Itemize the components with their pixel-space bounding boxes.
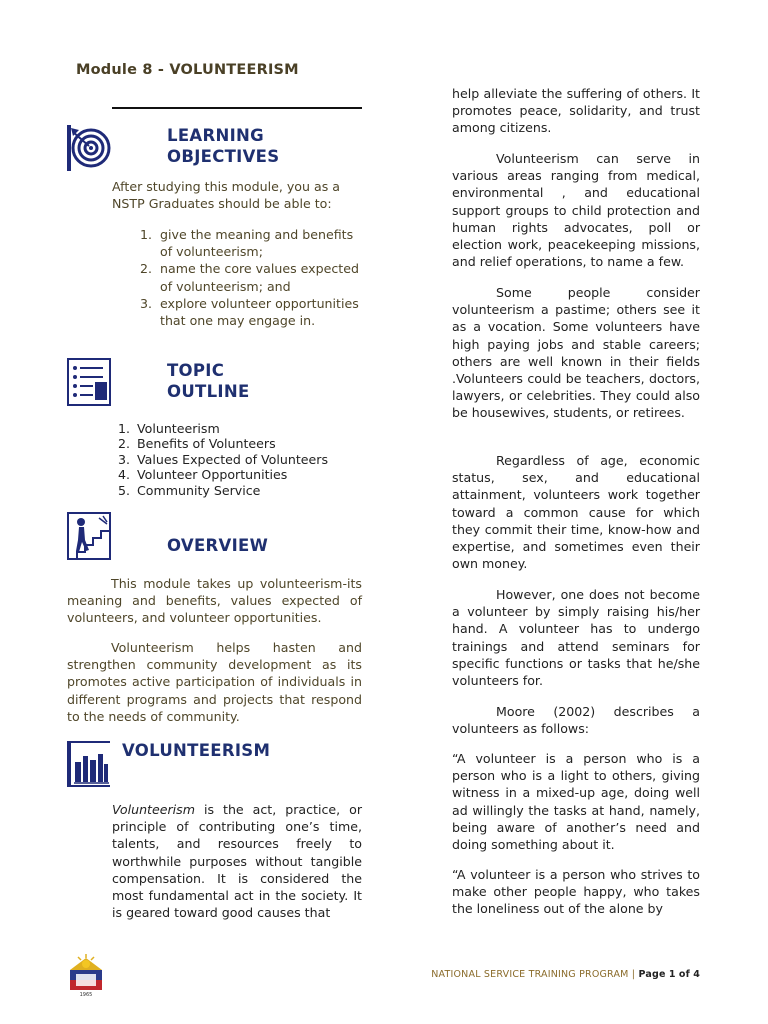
right-paragraph-5: However, one does not become a volunteer by simply raising his/her hand. A volunteer has to undergo trainings and attend seminars for specific functions or tasks that he/she volunteers for. [452,587,700,689]
list-item: 2. Benefits of Volunteers [134,436,362,451]
nstp-logo [66,952,106,998]
footer-program: NATIONAL SERVICE TRAINING PROGRAM | [431,969,636,980]
volunteerism-definition-text: is the act, practice, or principle of contributing one’s time, talents, and resources freely to worthwhile purposes without tangible compensation. It is considered the most fundamental act in the society. It is geared toward good causes that [112,802,362,921]
topic-list [112,421,362,498]
overview-paragraph-1: This module takes up volunteerism-its meaning and benefits, values expected of volunteers, and volunteer opportunities. [67,576,362,626]
list-item: 3. explore volunteer opportunities that one may engage in. [156,295,362,329]
logo-year: 1965 [79,992,93,998]
right-paragraph-4: Regardless of age, economic status, sex, and educational attainment, volunteers work together toward a common cause for which they commit their time, know-how and expertise, and sometimes even their own money. [452,453,700,572]
overview-paragraph-2: Volunteerism helps hasten and strengthen community development as its promotes active participation of individuals in different programs and projects that respond to the needs of community. [67,640,362,724]
objectives-intro: After studying this module, you as a NSTP Graduates should be able to: [112,179,340,212]
volunteerism-title: VOLUNTEERISM [122,741,271,760]
volunteerism-term: Volunteerism [112,802,195,817]
learning-objectives-title-line1: LEARNING [167,126,264,145]
list-item: 1. give the meaning and benefits of volunteerism; [156,226,362,260]
topic-outline-title-line1: TOPIC [167,361,225,380]
topic-outline-title [167,360,250,402]
right-paragraph-1: help alleviate the suffering of others. It promotes peace, solidarity, and trust among citizens. [452,86,700,136]
list-item: 3. Values Expected of Volunteers [134,452,362,467]
volunteerism-definition [112,801,362,921]
learning-objectives-title-line2: OBJECTIVES [167,147,280,166]
overview-title: OVERVIEW [167,536,269,555]
header-rule [112,107,362,109]
list-item: 1. Volunteerism [134,421,362,436]
stairs-climb-icon [67,512,111,560]
objectives-list [112,226,362,329]
target-icon [67,124,111,172]
footer-of-label: of [678,969,690,980]
right-paragraph-6: Moore (2002) describes a volunteers as follows: [452,704,700,737]
topic-outline-title-line2: OUTLINE [167,382,250,401]
right-paragraph-3: Some people consider volunteerism a pastime; others see it as a vocation. Some volunteers have high paying jobs and stable careers; others are well known in their fields .Volunteers could be teachers, doctors, lawyers, or celebrities. They could also be housewives, students, or retirees. [452,285,700,421]
moore-quote-1: “A volunteer is a person who is a person who is a light to others, giving witness in a mixed-up age, doing well ad willingly the tasks at hand, namely, being aware of another’s need and doing something about it. [452,751,700,853]
footer-page-total: 4 [693,969,700,980]
outline-list-icon [67,358,111,406]
learning-objectives-title [167,125,279,167]
list-item: 2. name the core values expected of volunteerism; and [156,260,362,294]
module-title: Module 8 - VOLUNTEERISM [76,62,299,78]
list-item: 4. Volunteer Opportunities [134,467,362,482]
right-paragraph-2: Volunteerism can serve in various areas ranging from medical, environmental , and educational support groups to child protection and human rights advocates, poll or election work, peacekeeping missions, and relief operations, to name a few. [452,151,700,270]
footer-page-label: Page [638,969,666,980]
list-item: 5. Community Service [134,483,362,498]
page-footer [431,969,700,980]
moore-quote-2: “A volunteer is a person who strives to make other people happy, who takes the loneliness out of the alone by [452,867,700,917]
footer-page-number: 1 [668,969,676,980]
books-icon [67,740,111,788]
